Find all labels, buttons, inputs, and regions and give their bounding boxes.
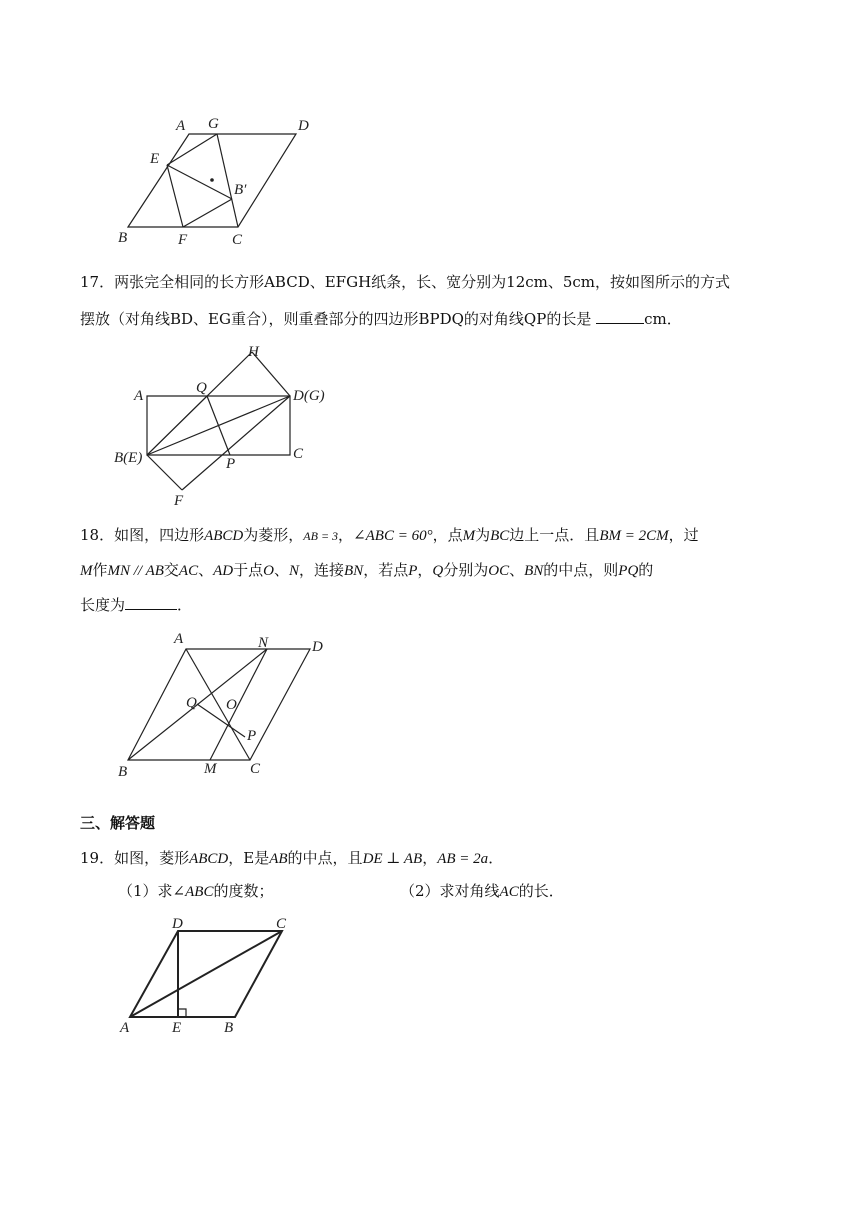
q17-line1: 17．两张完全相同的长方形ABCD、EFGH纸条，长、宽分别为12cm、5cm，按如图所示的方式: [80, 273, 731, 291]
label-F: F: [174, 493, 184, 509]
q18-text: 的: [638, 561, 654, 579]
q19-ab-eq: AB = 2a: [437, 851, 489, 867]
label-O: O: [226, 697, 237, 713]
q18-point-n: N: [288, 563, 299, 579]
label-F: F: [178, 232, 188, 248]
q18-bn: BN: [344, 563, 364, 579]
q18-text: ，: [417, 561, 433, 579]
q18-point-o: O: [263, 563, 274, 579]
label-A: A: [120, 1020, 130, 1036]
q18-text: 边上一点．且: [509, 526, 600, 544]
figure-16-parallelogram: [110, 110, 330, 250]
label-Q: Q: [186, 695, 197, 711]
q19-text: ，: [422, 849, 438, 867]
q18-line3: [80, 594, 192, 616]
q19-text: （2）求对角线: [400, 882, 500, 900]
q18-oc: OC: [488, 563, 510, 579]
q19-ab: AB: [269, 851, 288, 867]
q19-angle: ∠ABC: [172, 884, 214, 900]
label-G: G: [208, 116, 219, 132]
q19-sub1: [118, 880, 273, 903]
q18-abcd: ABCD: [204, 528, 244, 544]
label-Q: Q: [196, 380, 207, 396]
figure-17-rectangles: [110, 340, 350, 510]
q18-text: ，: [338, 526, 354, 544]
label-BE: B(E): [114, 450, 143, 466]
label-DG: D(G): [293, 388, 325, 404]
q18-text: 长度为: [80, 596, 126, 614]
label-C: C: [232, 232, 243, 248]
q19-sub2: [400, 880, 564, 903]
q18-mn-parallel: MN // AB: [107, 563, 164, 579]
q18-ac: AC: [178, 563, 199, 579]
q19-line1: [80, 847, 503, 870]
q18-point-p: P: [408, 563, 418, 579]
q18-bm-eq: BM = 2CM: [599, 528, 669, 544]
q18-ad: AD: [213, 563, 234, 579]
label-C: C: [276, 916, 287, 932]
label-C: C: [250, 761, 261, 777]
figure-18-rhombus: [110, 625, 350, 785]
q18-text: ．: [177, 596, 193, 614]
q18-text: 、: [198, 561, 214, 579]
q18-text: ，过: [668, 526, 699, 544]
label-A: A: [174, 631, 184, 647]
label-A: A: [176, 118, 186, 134]
label-P: P: [226, 456, 236, 472]
q19-text: ，E是: [228, 849, 270, 867]
label-D: D: [312, 639, 323, 655]
q18-answer-blank[interactable]: [125, 595, 177, 610]
q18-text: 于点: [233, 561, 264, 579]
q18-text: 分别为: [443, 561, 489, 579]
q17-unit: cm．: [644, 310, 682, 328]
q18-text: ，点: [432, 526, 463, 544]
q18-bc: BC: [490, 528, 510, 544]
figure-19-rhombus: [110, 910, 310, 1040]
q19-de-perp: DE ⊥ AB: [362, 851, 423, 867]
q19-text: 的中点，且: [287, 849, 363, 867]
q17-line2: [80, 308, 682, 330]
q18-text: ，若点: [363, 561, 409, 579]
q18-point-m: M: [80, 563, 93, 579]
q18-text: 作: [92, 561, 108, 579]
q19-ac: AC: [499, 884, 519, 900]
q18-text: ，连接: [299, 561, 345, 579]
label-B: B: [118, 230, 128, 246]
q18-ab-eq: AB = 3: [303, 529, 339, 543]
q18-text: 18．如图，四边形: [80, 526, 205, 544]
q18-text: 交: [163, 561, 179, 579]
label-C: C: [293, 446, 304, 462]
q17-answer-blank[interactable]: [596, 309, 644, 324]
q18-text: 、: [273, 561, 289, 579]
label-E: E: [150, 151, 160, 167]
section-heading: 三、解答题: [80, 814, 156, 832]
label-D: D: [298, 118, 309, 134]
label-D: D: [172, 916, 183, 932]
q19-text: （1）求: [118, 882, 173, 900]
q19-text: 的度数；: [213, 882, 274, 900]
label-B: B: [224, 1020, 234, 1036]
q19-text: 19．如图，菱形: [80, 849, 190, 867]
q18-text: 为菱形，: [243, 526, 304, 544]
label-M: M: [204, 761, 217, 777]
label-H: H: [248, 344, 259, 360]
q18-bn: BN: [524, 563, 544, 579]
q18-angle: ∠ABC = 60°: [353, 528, 433, 544]
q18-text: 为: [475, 526, 491, 544]
q18-line1: [80, 524, 699, 547]
label-E: E: [172, 1020, 182, 1036]
q18-text: 的中点，则: [543, 561, 619, 579]
label-B-prime: B′: [234, 182, 247, 198]
q18-pq: PQ: [618, 563, 639, 579]
label-P: P: [247, 728, 257, 744]
q18-point-q: Q: [432, 563, 444, 579]
label-N: N: [258, 635, 269, 651]
q18-text: 、: [509, 561, 525, 579]
q17-text: 摆放（对角线BD、EG重合），则重叠部分的四边形BPDQ的对角线QP的长是: [80, 310, 597, 328]
label-A: A: [134, 388, 144, 404]
q19-text: 的长．: [518, 882, 564, 900]
q18-line2: [80, 559, 653, 582]
q18-point-m: M: [462, 528, 476, 544]
label-B: B: [118, 764, 128, 780]
q19-abcd: ABCD: [189, 851, 229, 867]
q19-text: ．: [488, 849, 504, 867]
